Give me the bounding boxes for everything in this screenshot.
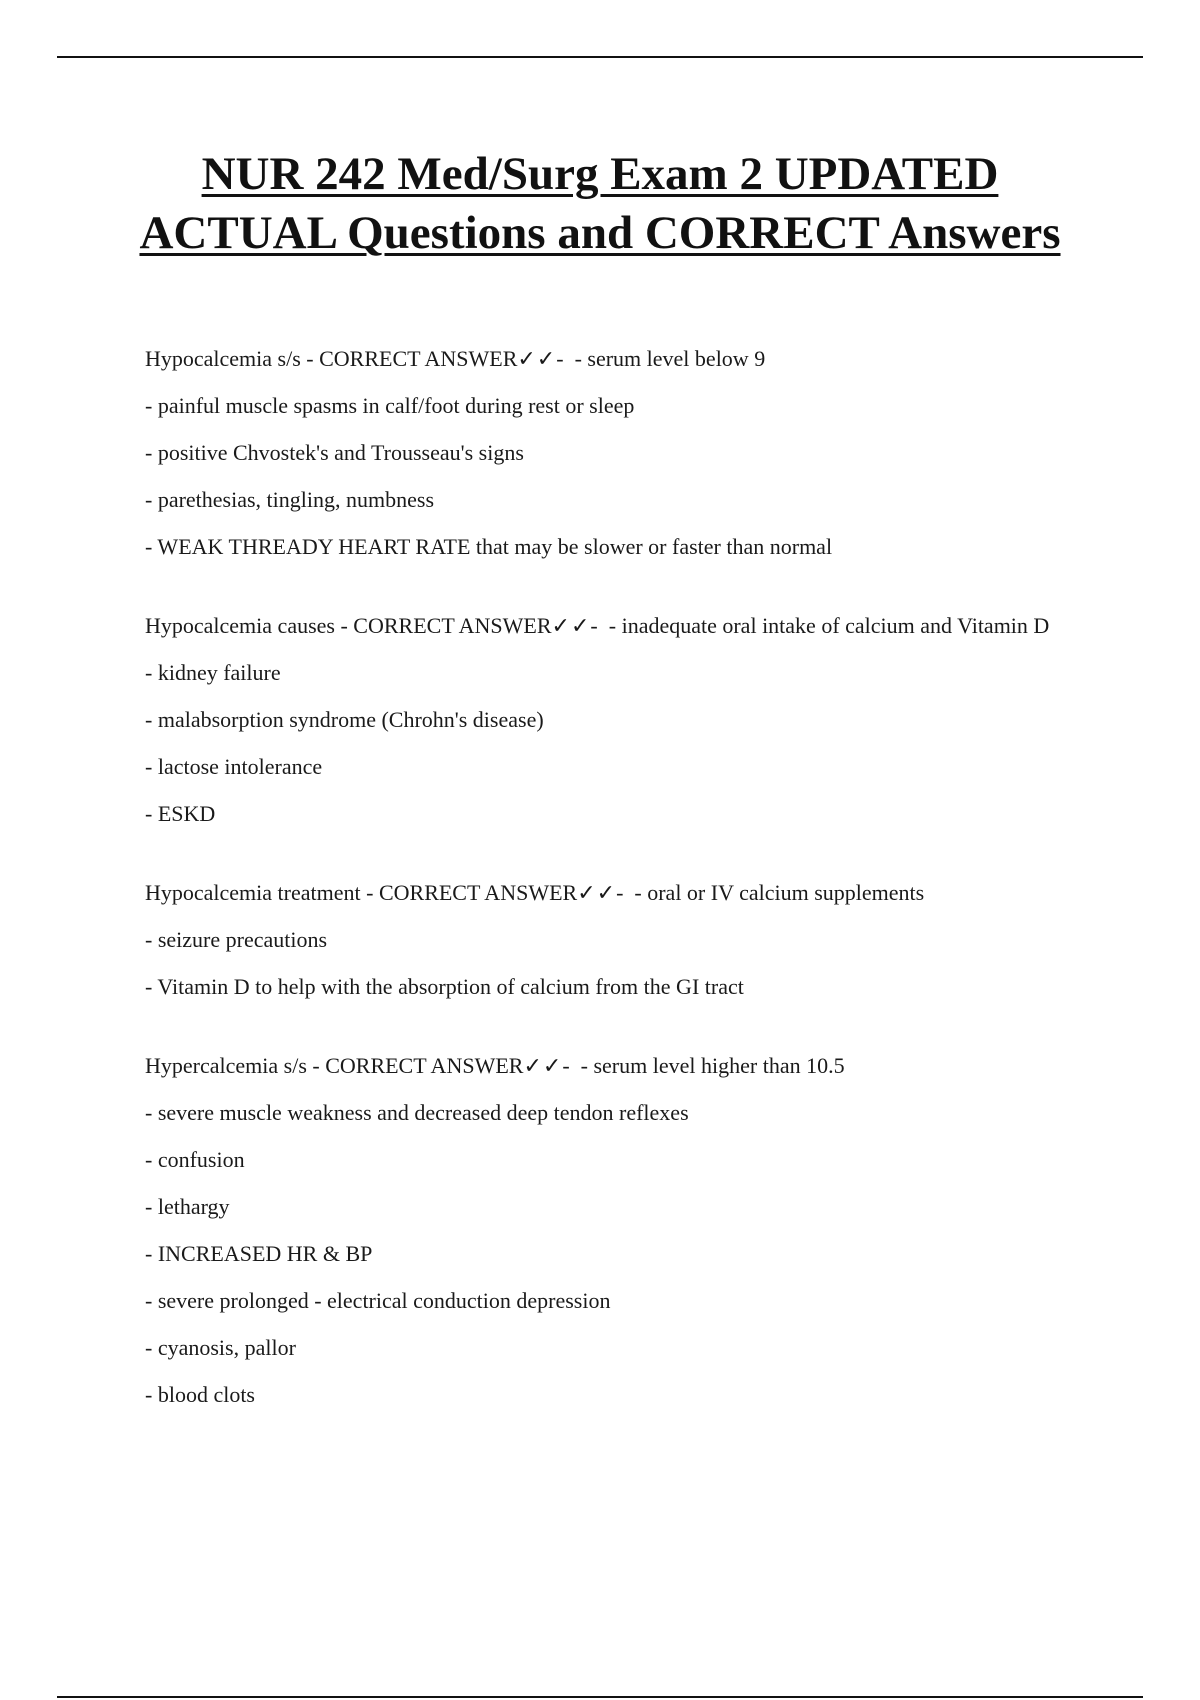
qa-answer-line: - ESKD bbox=[145, 801, 216, 826]
qa-answer-first: - inadequate oral intake of calcium and Vitamin D bbox=[608, 613, 1050, 638]
qa-section-hypocalcemia-causes bbox=[145, 610, 1065, 829]
answer-marker: CORRECT ANSWER bbox=[353, 613, 552, 638]
qa-answer-line: - parethesias, tingling, numbness bbox=[145, 487, 435, 512]
document-title: NUR 242 Med/Surg Exam 2 UPDATED ACTUAL Questions and CORRECT Answers bbox=[139, 148, 1061, 259]
qa-section-hypocalcemia-treatment bbox=[145, 877, 1065, 1002]
qa-answer-line: - INCREASED HR & BP bbox=[145, 1241, 373, 1266]
qa-answer-first: - serum level below 9 bbox=[574, 346, 766, 371]
qa-question: Hypocalcemia treatment - CORRECT ANSWER✓✓- - oral or IV calcium supplements bbox=[145, 880, 925, 905]
qa-content bbox=[145, 343, 1065, 1458]
qa-section-hypercalcemia-ss bbox=[145, 1050, 1065, 1410]
qa-question: Hypocalcemia s/s - CORRECT ANSWER✓✓- - serum level below 9 bbox=[145, 346, 766, 371]
bottom-rule bbox=[57, 1696, 1143, 1698]
top-rule bbox=[57, 56, 1143, 58]
qa-answer-line: - lethargy bbox=[145, 1194, 230, 1219]
qa-answer-line: - seizure precautions bbox=[145, 927, 328, 952]
qa-answer-line: - confusion bbox=[145, 1147, 245, 1172]
qa-answer-line: - positive Chvostek's and Trousseau's signs bbox=[145, 440, 524, 465]
answer-marker: CORRECT ANSWER bbox=[325, 1053, 524, 1078]
qa-answer-line: - WEAK THREADY HEART RATE that may be slower or faster than normal bbox=[145, 534, 833, 559]
qa-question: Hypercalcemia s/s - CORRECT ANSWER✓✓- - serum level higher than 10.5 bbox=[145, 1053, 845, 1078]
qa-term: Hypocalcemia causes bbox=[145, 613, 335, 638]
answer-marker: CORRECT ANSWER bbox=[319, 346, 518, 371]
qa-term: Hypocalcemia s/s bbox=[145, 346, 301, 371]
qa-answer-first: - oral or IV calcium supplements bbox=[634, 880, 925, 905]
qa-answer-line: - severe muscle weakness and decreased deep tendon reflexes bbox=[145, 1100, 689, 1125]
qa-section-hypocalcemia-ss bbox=[145, 343, 1065, 562]
qa-answer-line: - kidney failure bbox=[145, 660, 281, 685]
qa-answer-line: - lactose intolerance bbox=[145, 754, 323, 779]
check-marks: ✓✓ bbox=[517, 346, 557, 371]
qa-answer-line: - cyanosis, pallor bbox=[145, 1335, 296, 1360]
qa-answer-line: - severe prolonged - electrical conduction depression bbox=[145, 1288, 611, 1313]
qa-term: Hypocalcemia treatment bbox=[145, 880, 361, 905]
qa-question: Hypocalcemia causes - CORRECT ANSWER✓✓- - inadequate oral intake of calcium and Vitamin D bbox=[145, 613, 1050, 638]
qa-answer-line: - malabsorption syndrome (Chrohn's disease) bbox=[145, 707, 544, 732]
qa-answer-first: - serum level higher than 10.5 bbox=[580, 1053, 845, 1078]
check-marks: ✓✓ bbox=[523, 1053, 563, 1078]
qa-term: Hypercalcemia s/s bbox=[145, 1053, 307, 1078]
qa-answer-line: - blood clots bbox=[145, 1382, 255, 1407]
answer-marker: CORRECT ANSWER bbox=[378, 880, 578, 905]
check-marks: ✓✓ bbox=[577, 880, 617, 905]
check-marks: ✓✓ bbox=[551, 613, 591, 638]
qa-answer-line: - Vitamin D to help with the absorption of calcium from the GI tract bbox=[145, 974, 744, 999]
qa-answer-line: - painful muscle spasms in calf/foot during rest or sleep bbox=[145, 393, 635, 418]
